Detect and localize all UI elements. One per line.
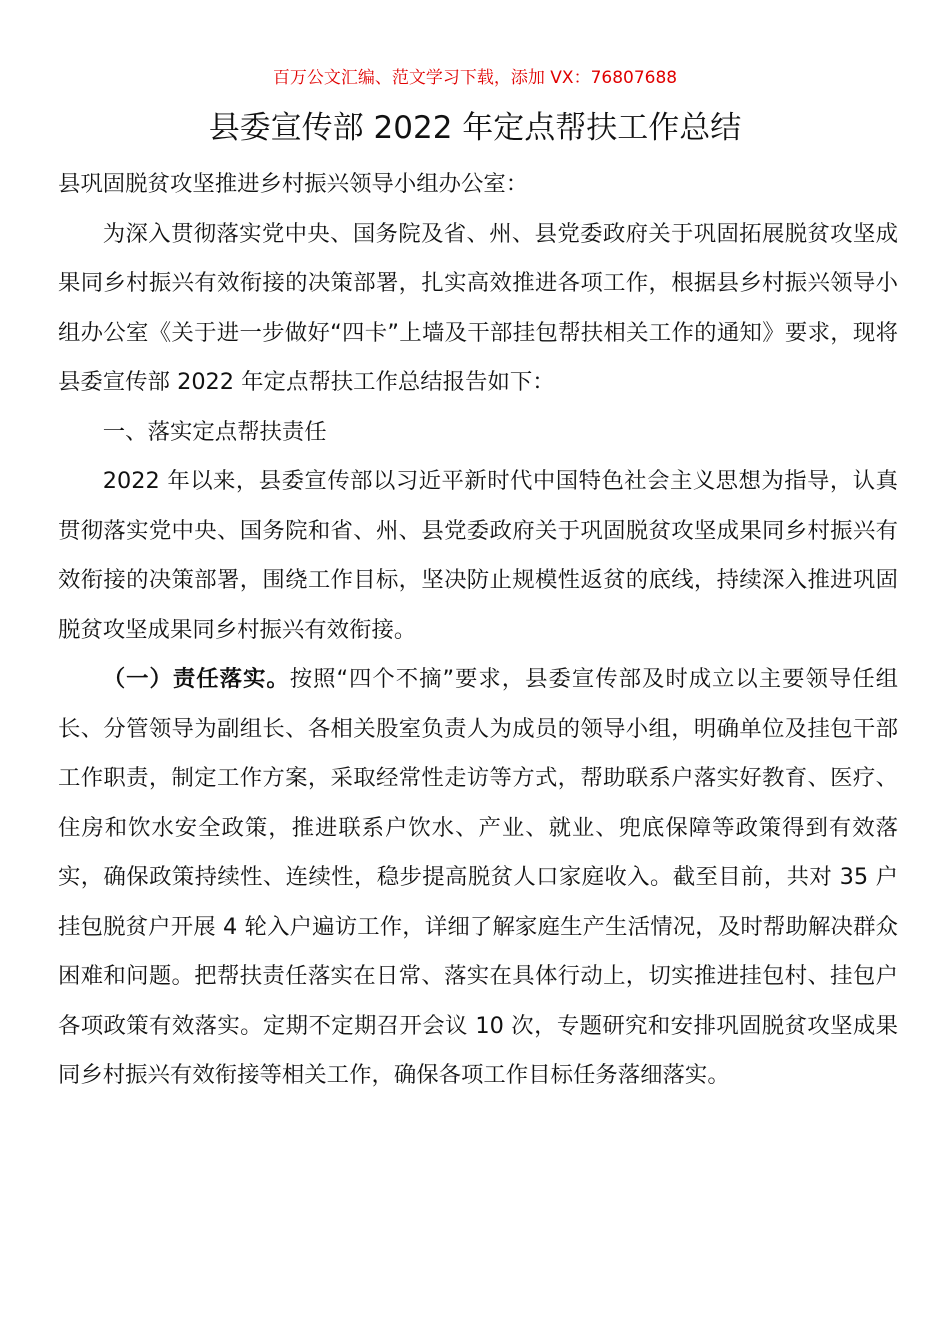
section-paragraph: 2022 年以来，县委宣传部以习近平新时代中国特色社会主义思想为指导，认真贯彻落实党中央、国务院和省、州、县党委政府关于巩固脱贫攻坚成果同乡村振兴有效衔接的决策部署，围绕工作目标，坚决防止规模性返贫的底线，持续深入推进巩固脱贫攻坚成果同乡村振兴有效衔接。 — [58, 468, 898, 643]
subsection-heading: （一）责任落实。 — [102, 666, 290, 692]
recipient-line: 县巩固脱贫攻坚推进乡村振兴领导小组办公室： — [58, 171, 529, 197]
document-body — [58, 160, 898, 1101]
subsection-body: 按照“四个不摘”要求，县委宣传部及时成立以主要领导任组长、分管领导为副组长、各相关股室负责人为成员的领导小组，明确单位及挂包干部工作职责，制定工作方案，采取经常性走访等方式，帮助联系户落实好教育、医疗、住房和饮水安全政策，推进联系户饮水、产业、就业、兜底保障等政策得到有效落实，确保政策持续性、连续性，稳步提高脱贫人口家庭收入。截至目前，共对 35 户挂包脱贫户开展 4 轮入户遍访工作，详细了解家庭生产生活情况，及时帮助解决群众困难和问题。把帮扶责任落实在日常、落实在具体行动上，切实推进挂包村、挂包户各项政策有效落实。定期不定期召开会议 10 次，专题研究和安排巩固脱贫攻坚成果同乡村振兴有效衔接等相关工作，确保各项工作目标任务落细落实。 — [58, 666, 899, 1088]
section-heading: 一、落实定点帮扶责任 — [102, 418, 327, 445]
subsection-paragraph — [58, 655, 898, 1101]
document-title: 县委宣传部 2022 年定点帮扶工作总结 — [208, 110, 742, 146]
watermark-text: 百万公文汇编、范文学习下载，添加 VX：76807688 — [272, 68, 678, 88]
intro-paragraph: 为深入贯彻落实党中央、国务院及省、州、县党委政府关于巩固拓展脱贫攻坚成果同乡村振兴有效衔接的决策部署，扎实高效推进各项工作，根据县乡村振兴领导小组办公室《关于进一步做好“四卡”上墙及干部挂包帮扶相关工作的通知》要求，现将县委宣传部 2022 年定点帮扶工作总结报告如下： — [58, 220, 898, 395]
